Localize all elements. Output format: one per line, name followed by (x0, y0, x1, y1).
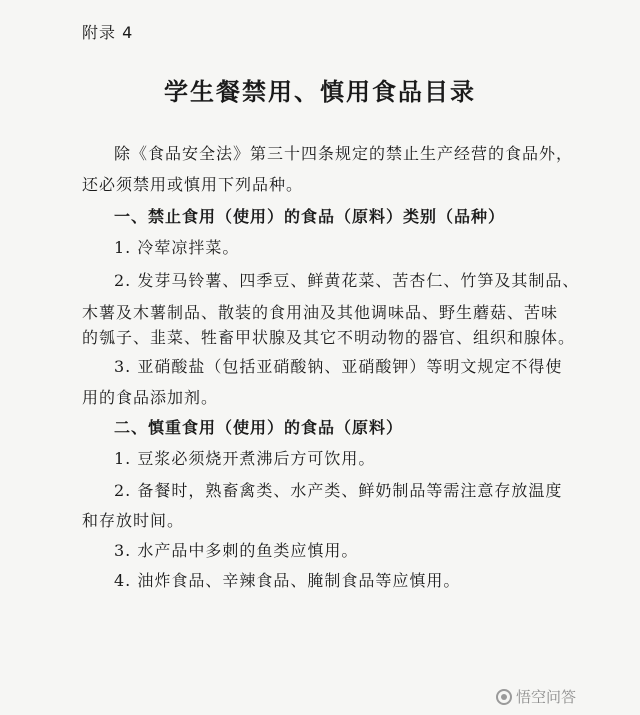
intro-line: 除《食品安全法》第三十四条规定的禁止生产经营的食品外， (114, 144, 574, 163)
section-2-item-1: 1. 豆浆必须烧开煮沸后方可饮用。 (114, 449, 376, 468)
section-1-heading: 一、禁止食用（使用）的食品（原料）类别（品种） (114, 207, 506, 226)
section-1-item-3: 3. 亚硝酸盐（包括亚硝酸钠、亚硝酸钾）等明文规定不得使 (114, 357, 563, 376)
document-title: 学生餐禁用、慎用食品目录 (164, 78, 476, 106)
section-1-item-3-cont: 用的食品添加剂。 (82, 388, 219, 407)
intro-line: 还必须禁用或慎用下列品种。 (82, 175, 304, 194)
section-1-item-2-cont: 木薯及木薯制品、散装的食用油及其他调味品、野生蘑菇、苦味 (82, 303, 559, 322)
watermark-text: 悟空问答 (516, 688, 577, 706)
section-1-item-2-cont: 的瓠子、韭菜、牲畜甲状腺及其它不明动物的器官、组织和腺体。 (82, 328, 576, 347)
section-2-item-2: 2. 备餐时，熟畜禽类、水产类、鲜奶制品等需注意存放温度 (114, 481, 563, 500)
section-1-item-2: 2. 发芽马铃薯、四季豆、鲜黄花菜、苦杏仁、竹笋及其制品、 (114, 271, 580, 290)
appendix-label: 附录 4 (82, 23, 134, 42)
section-2-item-3: 3. 水产品中多刺的鱼类应慎用。 (114, 541, 359, 560)
section-2-item-4: 4. 油炸食品、辛辣食品、腌制食品等应慎用。 (114, 571, 461, 590)
watermark (496, 686, 576, 707)
section-2-heading: 二、慎重食用（使用）的食品（原料） (114, 418, 404, 437)
section-1-item-1: 1. 冷荤凉拌菜。 (114, 238, 240, 257)
section-2-item-2-cont: 和存放时间。 (82, 511, 185, 530)
wukong-logo-icon (496, 689, 512, 705)
